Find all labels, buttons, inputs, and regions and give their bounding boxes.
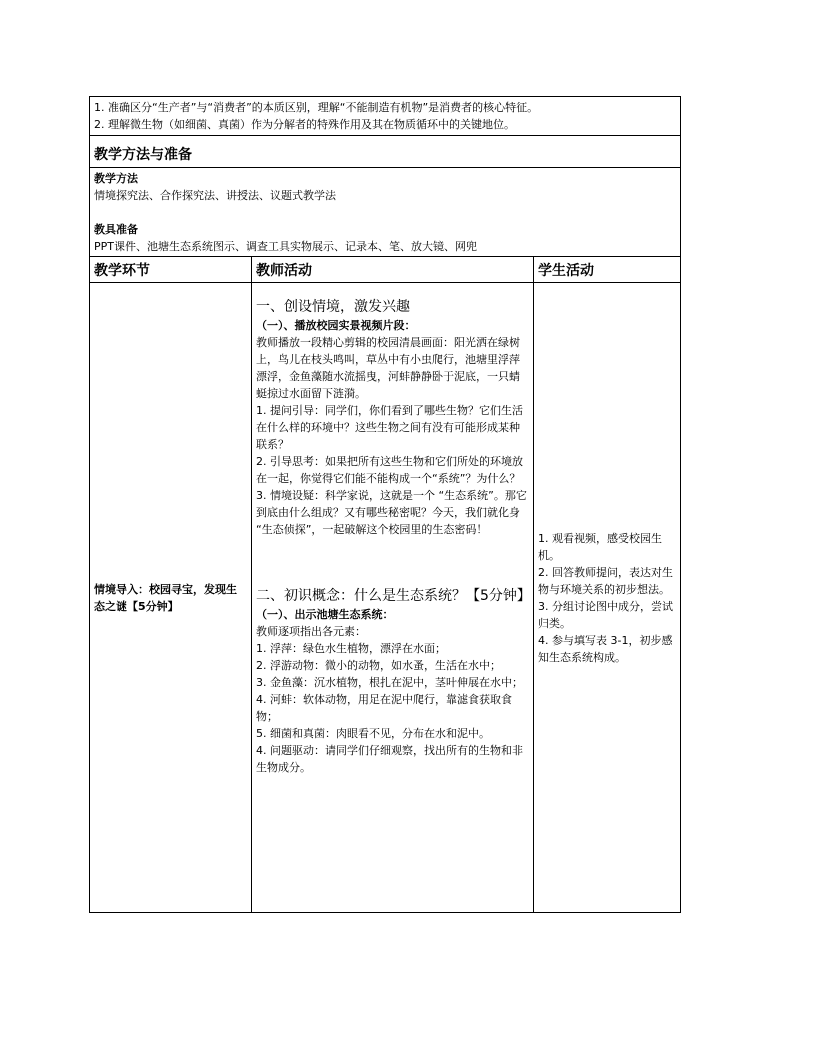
teacher-intro-2: 教师逐项指出各元素： xyxy=(256,625,366,638)
lesson-plan-page xyxy=(89,96,680,913)
teacher-activity xyxy=(252,283,534,913)
teacher-question-1: 1. 提问引导：同学们，你们看到了哪些生物？它们生活在什么样的环境中？这些生物之间有没有可能形成某种联系？ xyxy=(256,404,523,451)
objective-1: 1. 准确区分“生产者”与“消费者”的本质区别，理解“不能制造有机物”是消费者的核心特征。 xyxy=(94,101,539,114)
stage-label: 情境导入：校园寻宝，发现生态之谜【5分钟】 xyxy=(90,283,252,913)
student-item-1: 1. 观看视频，感受校园生机。 xyxy=(538,531,662,562)
teacher-question-3: 3. 情境设疑：科学家说，这就是一个 “生态系统”。那它到底由什么组成？又有哪些秘密呢？今天，我们就化身 “生态侦探”，一起破解这个校园里的生态密码！ xyxy=(256,489,527,536)
teacher-item-1: 1. 浮萍：绿色水生植物，漂浮在水面； xyxy=(256,642,446,655)
teacher-item-6: 4. 问题驱动：请同学们仔细观察，找出所有的生物和非生物成分。 xyxy=(256,744,523,774)
lesson-plan-table xyxy=(89,96,681,913)
teacher-item-5: 5. 细菌和真菌：肉眼看不见，分布在水和泥中。 xyxy=(256,727,490,740)
header-teacher: 教师活动 xyxy=(252,257,534,283)
methods-title-row xyxy=(90,136,681,168)
teacher-heading-1: 一、创设情境，激发兴趣 xyxy=(256,299,410,315)
objective-2: 2. 理解微生物（如细菌、真菌）作为分解者的特殊作用及其在物质循环中的关键地位。 xyxy=(94,118,515,131)
teacher-item-4: 4. 河蚌：软体动物，用足在泥中爬行，靠滤食获取食物； xyxy=(256,693,512,723)
activity-row xyxy=(90,283,681,913)
materials-label: 教具准备 xyxy=(94,223,138,236)
methods-text: 情境探究法、合作探究法、讲授法、议题式教学法 xyxy=(94,189,336,202)
teacher-sub-2: （一）、出示池塘生态系统： xyxy=(256,608,394,621)
methods-label: 教学方法 xyxy=(94,172,138,185)
objectives-row xyxy=(90,97,681,136)
teacher-heading-2: 二、初识概念：什么是生态系统？【5分钟】 xyxy=(256,588,531,604)
teacher-sub-1: （一）、播放校园实景视频片段： xyxy=(256,319,416,332)
objectives-cell xyxy=(90,97,681,136)
materials-text: PPT课件、池塘生态系统图示、调查工具实物展示、记录本、笔、放大镜、网兜 xyxy=(94,240,477,253)
column-header-row xyxy=(90,257,681,283)
teacher-question-2: 2. 引导思考：如果把所有这些生物和它们所处的环境放在一起，你觉得它们能不能构成一个“系统”？为什么？ xyxy=(256,455,523,485)
student-activity xyxy=(534,283,681,913)
header-student: 学生活动 xyxy=(534,257,681,283)
teacher-item-2: 2. 浮游动物：微小的动物，如水蚤，生活在水中； xyxy=(256,659,501,672)
student-item-4: 4. 参与填写表 3-1，初步感知生态系统构成。 xyxy=(538,633,673,664)
student-item-3: 3. 分组讨论图中成分，尝试归类。 xyxy=(538,599,673,630)
student-item-2: 2. 回答教师提问，表达对生物与环境关系的初步想法。 xyxy=(538,565,673,596)
header-stage: 教学环节 xyxy=(90,257,252,283)
teacher-para-1: 教师播放一段精心剪辑的校园清晨画面：阳光洒在绿树上，鸟儿在枝头鸣叫，草丛中有小虫爬行，池塘里浮萍漂浮，金鱼藻随水流摇曳，河蚌静静卧于泥底，一只蜻蜓掠过水面留下涟漪。 xyxy=(256,336,520,400)
section-title: 教学方法与准备 xyxy=(90,136,681,168)
methods-cell xyxy=(90,168,681,257)
teacher-item-3: 3. 金鱼藻：沉水植物，根扎在泥中，茎叶伸展在水中； xyxy=(256,676,523,689)
methods-row xyxy=(90,168,681,257)
